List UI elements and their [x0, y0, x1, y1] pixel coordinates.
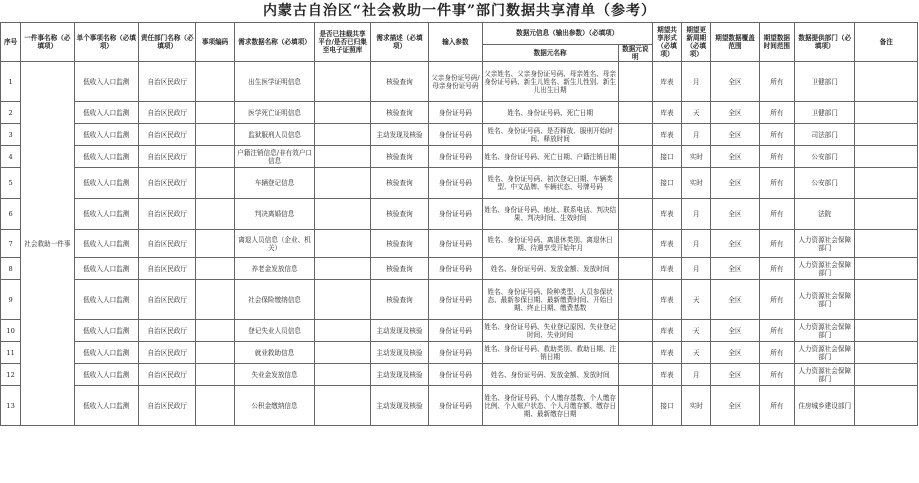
- cell-coverage: 全区: [711, 342, 759, 364]
- cell-mounted: [315, 280, 370, 320]
- cell-element-name: 姓名、身份证号码、死亡日期、户籍注销日期: [482, 146, 618, 168]
- header-item-code: 事项编码: [196, 23, 234, 62]
- cell-item-code: [196, 124, 234, 146]
- cell-share-form: 接口: [652, 146, 681, 168]
- cell-dept: 自治区民政厅: [139, 146, 196, 168]
- header-data-info: 数据元信息（输出参数）（必填项）: [482, 23, 652, 45]
- cell-time-range: 所有: [759, 258, 794, 280]
- cell-item-code: [196, 364, 234, 386]
- cell-coverage: 全区: [711, 102, 759, 124]
- cell-input-params: 身份证号码: [429, 342, 482, 364]
- cell-seq: 3: [1, 124, 21, 146]
- page-title: 内蒙古自治区“社会救助一件事”部门数据共享清单（参考）: [262, 3, 657, 19]
- cell-element-desc: [618, 62, 652, 102]
- cell-item-name: 低收入人口监测: [74, 146, 138, 168]
- cell-update-cycle: 天: [682, 320, 711, 342]
- cell-mounted: [315, 62, 370, 102]
- table-row: [1, 146, 918, 168]
- cell-remark: [855, 364, 918, 386]
- cell-input-params: 身份证号码: [429, 320, 482, 342]
- cell-item-name: 低收入人口监测: [74, 124, 138, 146]
- cell-item-code: [196, 280, 234, 320]
- header-share-form: 期望共享形式（必填项）: [652, 23, 681, 62]
- cell-provider: 公安部门: [794, 168, 854, 199]
- cell-element-name: 姓名、身份证号码、发放金额、发放时间: [482, 258, 618, 280]
- cell-time-range: 所有: [759, 124, 794, 146]
- header-remark: 备注: [855, 23, 918, 62]
- table-row: [1, 230, 918, 258]
- cell-input-params: 身份证号码: [429, 230, 482, 258]
- cell-data-name: 医学死亡证明信息: [234, 102, 315, 124]
- cell-mounted: [315, 258, 370, 280]
- cell-mounted: [315, 102, 370, 124]
- header-time-range: 期望数据时间范围: [759, 23, 794, 62]
- header-mounted: 是否已挂载共享平台/是否已归集至电子证照库: [315, 23, 370, 62]
- cell-coverage: 全区: [711, 280, 759, 320]
- cell-provider: 公安部门: [794, 146, 854, 168]
- header-data-name: 需求数据名称（必填项）: [234, 23, 315, 62]
- header-update-cycle: 期望更新周期（必填项）: [682, 23, 711, 62]
- cell-provider: 住房城乡建设部门: [794, 386, 854, 426]
- cell-provider: 人力资源社会保障部门: [794, 258, 854, 280]
- cell-seq: 2: [1, 102, 21, 124]
- cell-data-name: 就业救助信息: [234, 342, 315, 364]
- cell-dept: 自治区民政厅: [139, 280, 196, 320]
- cell-item-name: 低收入人口监测: [74, 258, 138, 280]
- header-seq: 序号: [1, 23, 21, 62]
- cell-input-params: 身份证号码: [429, 124, 482, 146]
- cell-coverage: 全区: [711, 62, 759, 102]
- cell-mounted: [315, 364, 370, 386]
- data-sharing-table: [0, 22, 918, 426]
- cell-item-name: 低收入人口监测: [74, 230, 138, 258]
- cell-element-name: 姓名、身份证号码、死亡日期: [482, 102, 618, 124]
- cell-input-params: 身份证号码: [429, 364, 482, 386]
- cell-remark: [855, 342, 918, 364]
- cell-share-form: 库表: [652, 199, 681, 230]
- cell-desc: 主动发现及核验: [370, 386, 428, 426]
- cell-time-range: 所有: [759, 199, 794, 230]
- cell-mounted: [315, 199, 370, 230]
- table-row: [1, 320, 918, 342]
- cell-provider: 卫健部门: [794, 62, 854, 102]
- cell-item-name: 低收入人口监测: [74, 102, 138, 124]
- cell-remark: [855, 230, 918, 258]
- cell-seq: 7: [1, 230, 21, 258]
- cell-time-range: 所有: [759, 320, 794, 342]
- cell-item-name: 低收入人口监测: [74, 320, 138, 342]
- cell-data-name: 户籍注销信息/非有效户口信息: [234, 146, 315, 168]
- cell-provider: 人力资源社会保障部门: [794, 230, 854, 258]
- cell-share-form: 库表: [652, 280, 681, 320]
- cell-update-cycle: 实时: [682, 168, 711, 199]
- cell-data-name: 社会保险缴纳信息: [234, 280, 315, 320]
- cell-input-params: 身份证号码: [429, 168, 482, 199]
- cell-element-desc: [618, 124, 652, 146]
- cell-dept: 自治区民政厅: [139, 62, 196, 102]
- cell-dept: 自治区民政厅: [139, 199, 196, 230]
- table-row: [1, 258, 918, 280]
- cell-provider: 人力资源社会保障部门: [794, 342, 854, 364]
- cell-input-params: 身份证号码: [429, 102, 482, 124]
- cell-provider: 人力资源社会保障部门: [794, 280, 854, 320]
- cell-element-desc: [618, 102, 652, 124]
- cell-desc: 核验查询: [370, 199, 428, 230]
- cell-update-cycle: 天: [682, 102, 711, 124]
- cell-input-params: 父亲身份证号码/母亲身份证号码: [429, 62, 482, 102]
- header-item-name: 单个事项名称（必填项）: [74, 23, 138, 62]
- cell-coverage: 全区: [711, 320, 759, 342]
- cell-item-code: [196, 199, 234, 230]
- table-row: [1, 102, 918, 124]
- cell-remark: [855, 124, 918, 146]
- cell-update-cycle: 实时: [682, 146, 711, 168]
- cell-dept: 自治区民政厅: [139, 102, 196, 124]
- cell-element-name: 姓名、身份证号码、发放金额、发放时间: [482, 364, 618, 386]
- cell-remark: [855, 320, 918, 342]
- cell-remark: [855, 102, 918, 124]
- cell-dept: 自治区民政厅: [139, 364, 196, 386]
- cell-data-name: 离退人员信息（企业、机关）: [234, 230, 315, 258]
- cell-dept: 自治区民政厅: [139, 342, 196, 364]
- cell-desc: 核验查询: [370, 102, 428, 124]
- cell-coverage: 全区: [711, 386, 759, 426]
- cell-data-name: 车辆登记信息: [234, 168, 315, 199]
- cell-share-form: 库表: [652, 124, 681, 146]
- cell-desc: 主动发现及核验: [370, 320, 428, 342]
- cell-element-desc: [618, 168, 652, 199]
- cell-item-code: [196, 146, 234, 168]
- header-dept: 责任部门名称（必填项）: [139, 23, 196, 62]
- cell-item-name: 低收入人口监测: [74, 199, 138, 230]
- cell-desc: 核验查询: [370, 168, 428, 199]
- header-element-name: 数据元名称: [482, 45, 618, 62]
- cell-mounted: [315, 168, 370, 199]
- cell-element-desc: [618, 320, 652, 342]
- cell-input-params: 身份证号码: [429, 258, 482, 280]
- cell-element-desc: [618, 364, 652, 386]
- cell-data-name: 失业金发放信息: [234, 364, 315, 386]
- cell-time-range: 所有: [759, 364, 794, 386]
- cell-time-range: 所有: [759, 102, 794, 124]
- header-provider: 数据提供部门（必填项）: [794, 23, 854, 62]
- cell-item-code: [196, 102, 234, 124]
- cell-update-cycle: 实时: [682, 386, 711, 426]
- cell-dept: 自治区民政厅: [139, 386, 196, 426]
- cell-update-cycle: 月: [682, 258, 711, 280]
- cell-time-range: 所有: [759, 146, 794, 168]
- cell-share-form: 接口: [652, 386, 681, 426]
- cell-element-name: 姓名、身份证号码、是否释放、服刑开始时间、释放时间: [482, 124, 618, 146]
- cell-item-name: 低收入人口监测: [74, 342, 138, 364]
- cell-remark: [855, 168, 918, 199]
- cell-input-params: 身份证号码: [429, 146, 482, 168]
- cell-time-range: 所有: [759, 62, 794, 102]
- cell-seq: 9: [1, 280, 21, 320]
- cell-update-cycle: 天: [682, 280, 711, 320]
- cell-seq: 10: [1, 320, 21, 342]
- cell-element-desc: [618, 199, 652, 230]
- cell-data-name: 判决离婚信息: [234, 199, 315, 230]
- cell-item-code: [196, 386, 234, 426]
- cell-item-code: [196, 62, 234, 102]
- cell-data-name: 出生医学证明信息: [234, 62, 315, 102]
- cell-time-range: 所有: [759, 280, 794, 320]
- cell-desc: 核验查询: [370, 280, 428, 320]
- cell-data-name: 养老金发放信息: [234, 258, 315, 280]
- cell-seq: 11: [1, 342, 21, 364]
- cell-provider: 人力资源社会保障部门: [794, 364, 854, 386]
- cell-data-name: 公积金缴纳信息: [234, 386, 315, 426]
- cell-item-code: [196, 168, 234, 199]
- cell-dept: 自治区民政厅: [139, 124, 196, 146]
- cell-time-range: 所有: [759, 386, 794, 426]
- cell-coverage: 全区: [711, 258, 759, 280]
- cell-element-name: 姓名、身份证号码、初次登记日期、车辆类型、中文品牌、车辆状态、号牌号码: [482, 168, 618, 199]
- table-row: [1, 124, 918, 146]
- cell-data-name: 监狱服刑人员信息: [234, 124, 315, 146]
- cell-element-desc: [618, 386, 652, 426]
- cell-element-name: 姓名、身份证号码、离退休类别、离退休日期、待遇享受开始年月: [482, 230, 618, 258]
- cell-element-name: 姓名、身份证号码、险种类型、人员参保状态、最新参保日期、最新缴费时间、开始日期、终止日期、缴费基数: [482, 280, 618, 320]
- cell-dept: 自治区民政厅: [139, 320, 196, 342]
- cell-seq: 8: [1, 258, 21, 280]
- cell-share-form: 库表: [652, 230, 681, 258]
- cell-remark: [855, 258, 918, 280]
- table-row: [1, 280, 918, 320]
- cell-element-desc: [618, 342, 652, 364]
- cell-dept: 自治区民政厅: [139, 168, 196, 199]
- cell-time-range: 所有: [759, 230, 794, 258]
- cell-update-cycle: 月: [682, 364, 711, 386]
- cell-coverage: 全区: [711, 364, 759, 386]
- cell-desc: 核验查询: [370, 62, 428, 102]
- cell-matter-name: 社会救助一件事: [21, 62, 74, 426]
- cell-share-form: 库表: [652, 258, 681, 280]
- cell-remark: [855, 386, 918, 426]
- cell-item-name: 低收入人口监测: [74, 364, 138, 386]
- cell-coverage: 全区: [711, 230, 759, 258]
- cell-mounted: [315, 320, 370, 342]
- cell-desc: 核验查询: [370, 146, 428, 168]
- cell-item-code: [196, 258, 234, 280]
- cell-input-params: 身份证号码: [429, 386, 482, 426]
- cell-mounted: [315, 146, 370, 168]
- cell-update-cycle: 月: [682, 199, 711, 230]
- cell-element-name: 姓名、身份证号码、个人缴存基数、个人缴存比例、个人账户状态、个人月缴存额、缴存日期、最新缴存日期: [482, 386, 618, 426]
- cell-mounted: [315, 386, 370, 426]
- cell-share-form: 库表: [652, 102, 681, 124]
- cell-desc: 核验查询: [370, 230, 428, 258]
- cell-provider: 法院: [794, 199, 854, 230]
- table-row: [1, 364, 918, 386]
- cell-share-form: 接口: [652, 168, 681, 199]
- cell-update-cycle: 月: [682, 230, 711, 258]
- header-coverage: 期望数据覆盖范围: [711, 23, 759, 62]
- cell-seq: 12: [1, 364, 21, 386]
- cell-item-code: [196, 342, 234, 364]
- cell-desc: 主动发现及核验: [370, 364, 428, 386]
- cell-update-cycle: 月: [682, 62, 711, 102]
- cell-share-form: 库表: [652, 342, 681, 364]
- cell-seq: 4: [1, 146, 21, 168]
- cell-item-name: 低收入人口监测: [74, 62, 138, 102]
- cell-item-code: [196, 320, 234, 342]
- cell-desc: 主动发现及核验: [370, 124, 428, 146]
- cell-desc: 主动发现及核验: [370, 342, 428, 364]
- cell-item-name: 低收入人口监测: [74, 168, 138, 199]
- header-matter-name: 一件事名称（必填项）: [21, 23, 74, 62]
- cell-update-cycle: 月: [682, 124, 711, 146]
- cell-remark: [855, 280, 918, 320]
- cell-share-form: 库表: [652, 364, 681, 386]
- cell-seq: 5: [1, 168, 21, 199]
- cell-remark: [855, 199, 918, 230]
- cell-coverage: 全区: [711, 168, 759, 199]
- cell-time-range: 所有: [759, 168, 794, 199]
- cell-remark: [855, 146, 918, 168]
- cell-coverage: 全区: [711, 146, 759, 168]
- cell-seq: 13: [1, 386, 21, 426]
- cell-time-range: 所有: [759, 342, 794, 364]
- cell-element-name: 姓名、身份证号码、地址、联系电话、判决结果、判决时间、生效时间: [482, 199, 618, 230]
- cell-provider: 卫健部门: [794, 102, 854, 124]
- cell-input-params: 身份证号码: [429, 280, 482, 320]
- cell-coverage: 全区: [711, 124, 759, 146]
- cell-input-params: 身份证号码: [429, 199, 482, 230]
- cell-mounted: [315, 124, 370, 146]
- cell-element-desc: [618, 258, 652, 280]
- table-row: [1, 342, 918, 364]
- cell-seq: 6: [1, 199, 21, 230]
- cell-desc: 核验查询: [370, 258, 428, 280]
- cell-element-desc: [618, 230, 652, 258]
- cell-item-name: 低收入人口监测: [74, 280, 138, 320]
- cell-item-code: [196, 230, 234, 258]
- cell-provider: 司法部门: [794, 124, 854, 146]
- cell-dept: 自治区民政厅: [139, 230, 196, 258]
- cell-share-form: 库表: [652, 320, 681, 342]
- table-row: [1, 386, 918, 426]
- cell-element-desc: [618, 146, 652, 168]
- cell-dept: 自治区民政厅: [139, 258, 196, 280]
- cell-seq: 1: [1, 62, 21, 102]
- header-element-desc: 数据元说明: [618, 45, 652, 62]
- cell-element-name: 父亲姓名、父亲身份证号码、母亲姓名、母亲身份证号码、新生儿姓名、新生儿性别、新生儿出生日期: [482, 62, 618, 102]
- cell-data-name: 登记失业人员信息: [234, 320, 315, 342]
- cell-element-name: 姓名、身份证号码、失业登记原因、失业登记时间、失业时间: [482, 320, 618, 342]
- table-row: [1, 62, 918, 102]
- cell-element-name: 姓名、身份证号码、救助类别、救助日期、注销日期: [482, 342, 618, 364]
- cell-item-name: 低收入人口监测: [74, 386, 138, 426]
- cell-update-cycle: 天: [682, 342, 711, 364]
- cell-share-form: 库表: [652, 62, 681, 102]
- cell-mounted: [315, 230, 370, 258]
- table-row: [1, 168, 918, 199]
- cell-coverage: 全区: [711, 199, 759, 230]
- header-input-params: 输入参数: [429, 23, 482, 62]
- cell-provider: 人力资源社会保障部门: [794, 320, 854, 342]
- cell-element-desc: [618, 280, 652, 320]
- cell-mounted: [315, 342, 370, 364]
- table-row: [1, 199, 918, 230]
- cell-remark: [855, 62, 918, 102]
- header-desc: 需求描述（必填项）: [370, 23, 428, 62]
